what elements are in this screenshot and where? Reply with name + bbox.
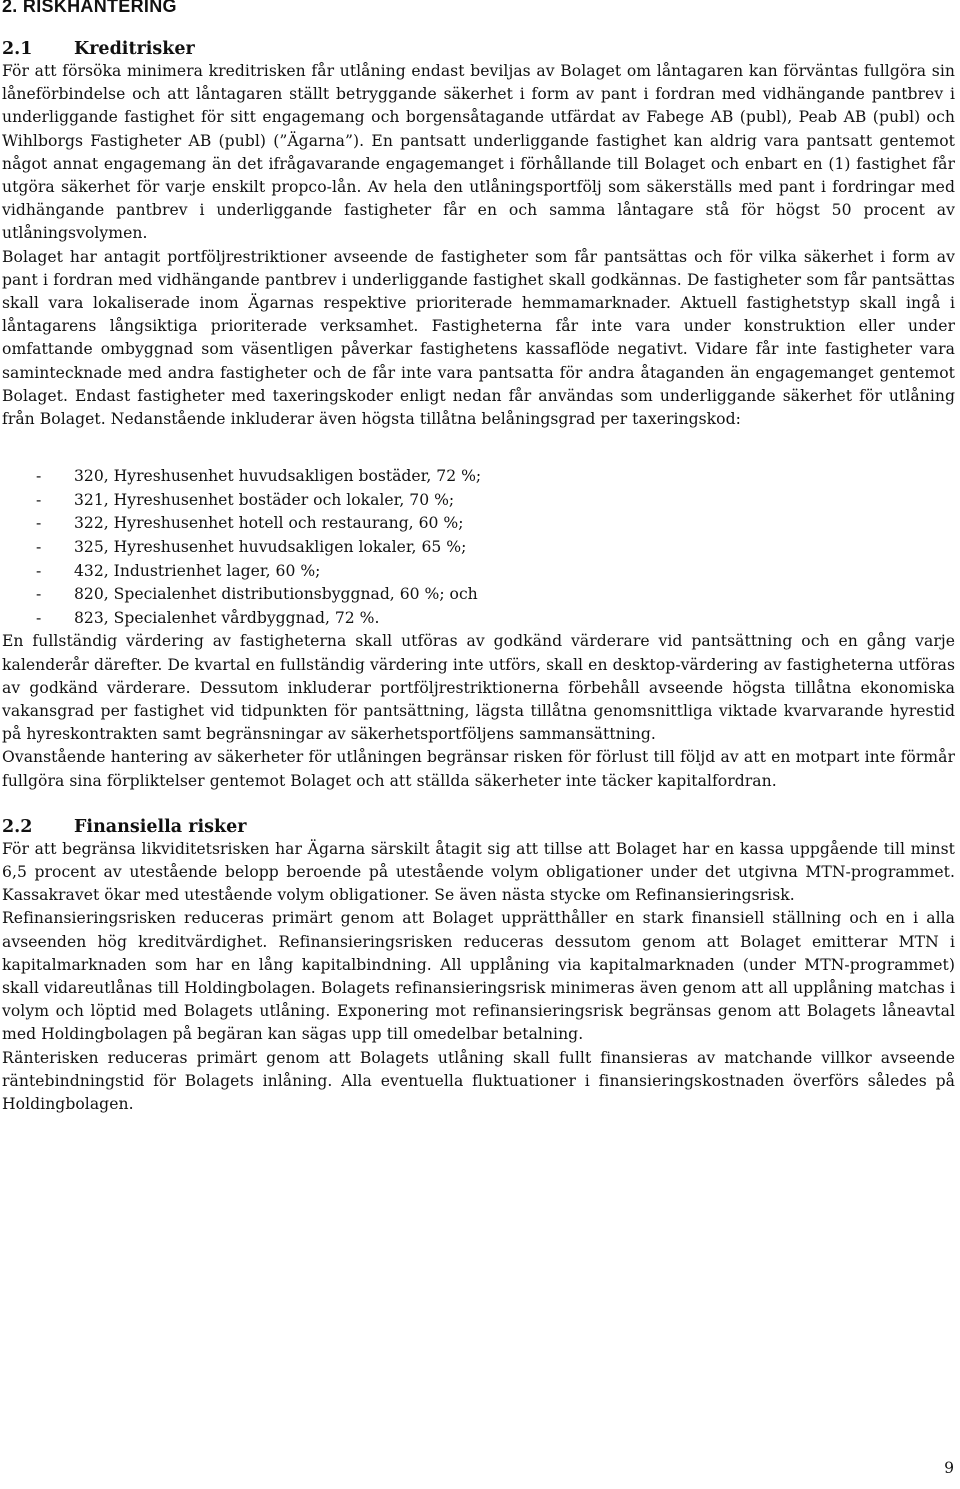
list-item [2,607,955,631]
section-number: 2.1 [2,39,33,59]
paragraph: Ränterisken reduceras primärt genom att Bolagets utlåning skall fullt finansieras av matchande villkor avseende räntebindningstid för Bolagets inlåning. Alla eventuella fluktuationer i finansieringskostnaden överförs således på Holdingbolagen. [2,1048,955,1114]
paragraph: För att begränsa likviditetsrisken har Ägarna särskilt åtagit sig att tillse att Bolaget har en kassa uppgående till minst 6,5 procent av utestående belopp beroende på utestående volym obligationer under det utgivna MTN-programmet. Kassakravet ökar med utestående volym obligationer. Se även nästa stycke om Refinansieringsrisk. [2,839,955,905]
list-item-text: 321, Hyreshusenhet bostäder och lokaler, 70 %; [74,490,455,509]
list-marker: - [36,467,42,486]
list-item-text: 820, Specialenhet distributionsbyggnad, 60 %; och [74,585,478,604]
section-title: Finansiella risker [74,816,247,837]
list-item [2,560,955,584]
section-title: Kreditrisker [74,39,195,59]
section-number: 2.2 [2,816,33,837]
chapter-title: 2. RISKHANTERING [2,0,177,16]
list-marker: - [36,514,42,533]
list-item [2,583,955,607]
page-number: 9 [944,1459,954,1477]
section-heading-finansiella-risker [2,816,955,838]
list-item [2,512,955,536]
list-marker: - [36,490,42,509]
list-item [2,489,955,513]
list-marker: - [36,585,42,604]
list-item-text: 322, Hyreshusenhet hotell och restaurang, 60 %; [74,514,464,533]
list-marker: - [36,608,42,627]
paragraph: Bolaget har antagit portföljrestriktioner avseende de fastigheter som får pantsättas och för vilka säkerhet i form av pant i fordran med vidhängande pantbrev i underliggande fastighet skall godkännas. De fastigheter som får pantsättas skall vara lokaliserade inom Ägarnas respektive prioriterade hemmamarknader. Aktuell fastighetstyp skall ingå i låntagarens långsiktiga prioriterade verksamhet. Fastigheterna får inte vara under konstruktion eller under omfattande ombyggnad som väsentligen påverkar fastighetens kassaflöde negativt. Vidare får inte fastigheter vara samintecknade med andra fastigheter och de får inte vara pantsatta för andra åtaganden än engagemanget gentemot Bolaget. Endast fastigheter med taxeringskoder enligt nedan får användas som underliggande säkerhet för utlåning från Bolaget. Nedanstående inkluderar även högsta tillåtna belåningsgrad per taxeringskod: [2,247,955,429]
list-item-text: 823, Specialenhet vårdbyggnad, 72 %. [74,608,380,627]
section-heading-kreditrisker [2,38,955,60]
document-page [2,0,955,1116]
paragraph: Refinansieringsrisken reduceras primärt genom att Bolaget upprätthåller en stark finansiell ställning och en i alla avseenden hög kreditvärdighet. Refinansieringsrisken reduceras dessutom genom att Bolaget emitterar MTN i kapitalmarknaden som har en lång kapitalbindning. All upplåning via kapitalmarknaden (under MTN-programmet) skall vidareutlånas till Holdingbolagen. Bolagets refinansieringsrisk minimeras även genom att all upplåning matchas i volym och löptid med Bolagets utlåning. Exponering mot refinansieringsrisk begränsas genom att Bolagets låneavtal med Holdingbolagen på begäran kan sägas upp till omedelbar betalning. [2,909,955,1044]
list-marker: - [36,538,42,557]
paragraph: För att försöka minimera kreditrisken får utlåning endast beviljas av Bolaget om låntagaren kan förväntas fullgöra sin låneförbindelse och att låntagaren ställt betryggande säkerhet i form av pant i fordran med vidhängande pantbrev i underliggande fastighet för sitt engagemang och borgensåtagande utfärdat av Fabege AB (publ), Peab AB (publ) och Wihlborgs Fastigheter AB (publ) (”Ägarna”). En pantsatt underliggande fastighet kan aldrig vara pantsatt gentemot något annat engagemang än det ifrågavarande engagemanget i förhållande till Bolaget och enbart en (1) fastighet får utgöra säkerhet för varje enskilt propco-lån. Av hela den utlåningsportfölj som säkerställs med pant i fordringar med vidhängande pantbrev i underliggande fastigheter får en och samma låntagare stå för högst 50 procent av utlåningsvolymen. [2,62,955,243]
list-marker: - [36,561,42,580]
list-item-text: 320, Hyreshusenhet huvudsakligen bostäder, 72 %; [74,467,482,486]
list-item [2,536,955,560]
tax-code-list [2,465,955,630]
paragraph: En fullständig värdering av fastigheterna skall utföras av godkänd värderare vid pantsättning och en gång varje kalenderår därefter. De kvartal en fullständig värdering inte utförs, skall en desktop-värdering av fastigheterna utföras av godkänd värderare. Dessutom inkluderar portföljrestriktionerna förbehåll avseende högsta tillåtna ekonomiska vakansgrad per fastighet vid tidpunkten för pantsättning, lägsta tillåtna genomsnittliga viktade kvarvarande hyrestid på hyreskontrakten samt begränsningar av säkerhetsportföljens sammansättning. [2,632,955,744]
list-item [2,465,955,489]
paragraph: Ovanstående hantering av säkerheter för utlåningen begränsar risken för förlust till följd av att en motpart inte förmår fullgöra sina förpliktelser gentemot Bolaget och att ställda säkerheter inte täcker kapitalfordran. [2,748,955,790]
list-item-text: 432, Industrienhet lager, 60 %; [74,561,321,580]
list-item-text: 325, Hyreshusenhet huvudsakligen lokaler, 65 %; [74,538,467,557]
